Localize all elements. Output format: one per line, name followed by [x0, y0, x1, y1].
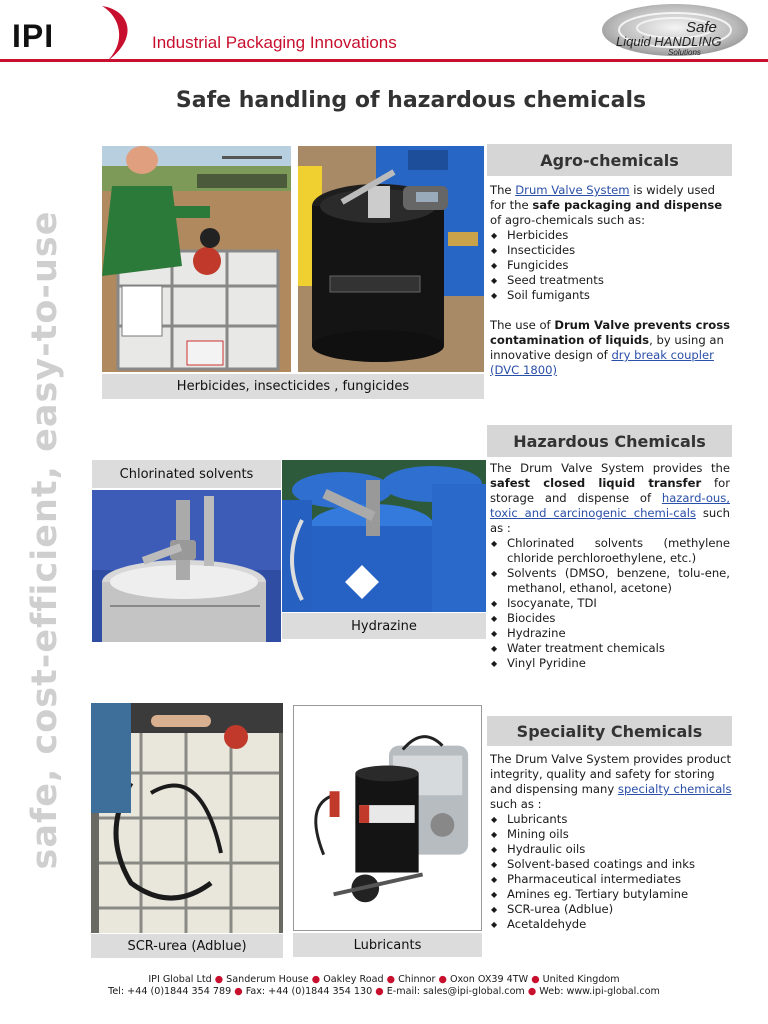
agro-outro-bold: Drum Valve prevents cross contamination of liquids: [490, 318, 731, 347]
footer-postcode: Oxon OX39 4TW: [449, 974, 529, 985]
hazardous-intro-p2: for storage and dispense of: [490, 476, 730, 505]
footer-separator: ●: [311, 974, 321, 985]
caption-lubricants: Lubricants: [293, 933, 482, 957]
company-name: Industrial Packaging Innovations: [152, 33, 397, 52]
list-item: ◆ Vinyl Pyridine: [490, 656, 730, 671]
caption-hydrazine: Hydrazine: [282, 613, 486, 639]
caption-agro: Herbicides, insecticides , fungicides: [102, 374, 484, 399]
footer-web[interactable]: Web: www.ipi-global.com: [539, 986, 660, 997]
safe-logo-line1: Safe: [686, 19, 717, 36]
photo-hydrazine: [282, 460, 486, 612]
agro-outro: [490, 318, 732, 378]
list-item: ◆ Herbicides: [490, 228, 732, 243]
hazardous-text: [490, 461, 730, 671]
agro-intro-bold: safe packaging and dispense: [532, 198, 723, 212]
list-item: ◆ Lubricants: [490, 812, 732, 827]
agro-intro-p3: of agro-chemicals such as:: [490, 213, 645, 227]
hazardous-intro-p3: such as :: [490, 506, 730, 535]
list-item: ◆ Solvents (DMSO, benzene, tolu-ene, methanol, ethanol, acetone): [490, 566, 730, 596]
list-item: ◆ Pharmaceutical intermediates: [490, 872, 732, 887]
safe-logo-line2: Liquid HANDLING: [616, 34, 722, 49]
page-title: Safe handling of hazardous chemicals: [175, 88, 647, 113]
hazardous-intro-p1: The Drum Valve System provides the: [490, 461, 730, 475]
safe-logo-line3: Solutions: [668, 48, 701, 57]
list-item: ◆ Amines eg. Tertiary butylamine: [490, 887, 732, 902]
agro-list: [490, 228, 732, 303]
caption-scr-urea: SCR-urea (Adblue): [91, 934, 283, 958]
agro-intro-p1: The: [490, 183, 516, 197]
header-rule: [0, 59, 768, 62]
caption-chlorinated: Chlorinated solvents: [92, 460, 281, 488]
agro-text: [490, 183, 732, 378]
footer-address: [0, 974, 768, 985]
hazardous-list: [490, 536, 730, 671]
speciality-intro-p1: The Drum Valve System provides product integrity, quality and safety for storing and dispensing many: [490, 752, 732, 796]
footer-separator: ●: [214, 974, 224, 985]
list-item: ◆ Isocyanate, TDI: [490, 596, 730, 611]
list-item: ◆ Acetaldehyde: [490, 917, 732, 932]
photo-scr-urea-ibc: [91, 703, 283, 933]
footer-town: Chinnor: [398, 974, 436, 985]
list-item: ◆ Water treatment chemicals: [490, 641, 730, 656]
footer-building: Sanderum House: [226, 974, 309, 985]
footer-fax: Fax: +44 (0)1844 354 130: [245, 986, 373, 997]
list-item: ◆ Chlorinated solvents (methylene chloride perchloroethylene, etc.): [490, 536, 730, 566]
agro-outro-p1: The use of: [490, 318, 555, 332]
footer-tel: Tel: +44 (0)1844 354 789: [108, 986, 232, 997]
list-item: ◆ Mining oils: [490, 827, 732, 842]
hazardous-intro: [490, 461, 730, 536]
side-slogan: safe, cost-efficient, easy-to-use: [25, 210, 65, 870]
speciality-list: [490, 812, 732, 932]
hazardous-intro-bold: safest closed liquid transfer: [490, 476, 702, 490]
drum-valve-system-link[interactable]: Drum Valve System: [515, 183, 630, 197]
footer-separator: ●: [375, 986, 384, 997]
footer-company: IPI Global Ltd: [148, 974, 212, 985]
list-item: ◆ Fungicides: [490, 258, 732, 273]
photo-agro-drum-valve: [298, 146, 484, 372]
list-item: ◆ Hydrazine: [490, 626, 730, 641]
footer-separator: ●: [531, 974, 540, 985]
list-item: ◆ Soil fumigants: [490, 288, 732, 303]
footer-separator: ●: [234, 986, 243, 997]
hazardous-chemicals-link[interactable]: hazard-ous, toxic and carcinogenic chemi-cals: [490, 491, 730, 520]
footer-separator: ●: [438, 974, 447, 985]
footer-separator: ●: [386, 974, 395, 985]
speciality-text: [490, 752, 732, 932]
section-header-speciality: Speciality Chemicals: [487, 716, 732, 746]
list-item: ◆ Seed treatments: [490, 273, 732, 288]
footer-email[interactable]: E-mail: sales@ipi-global.com: [386, 986, 525, 997]
photo-chlorinated-solvents: [92, 490, 281, 642]
photo-agro-ibc-worker: [102, 146, 291, 372]
footer-country: United Kingdom: [542, 974, 620, 985]
footer-separator: ●: [527, 986, 537, 997]
ipi-logo-swoosh-icon: [100, 4, 136, 64]
agro-intro: [490, 183, 732, 228]
agro-outro-p2: , by using an innovative design of: [490, 333, 724, 362]
section-header-agro: Agro-chemicals: [487, 144, 732, 176]
specialty-chemicals-link[interactable]: specialty chemicals: [617, 782, 732, 796]
list-item: ◆ Biocides: [490, 611, 730, 626]
list-item: ◆ Solvent-based coatings and inks: [490, 857, 732, 872]
speciality-intro: [490, 752, 732, 812]
list-item: ◆ Hydraulic oils: [490, 842, 732, 857]
speciality-intro-p2: such as :: [490, 797, 542, 811]
dry-break-coupler-link[interactable]: dry break coupler (DVC 1800): [490, 348, 714, 377]
footer-road: Oakley Road: [323, 974, 384, 985]
footer-contact: [0, 986, 768, 997]
agro-intro-p2: is widely used for the: [490, 183, 716, 212]
list-item: ◆ SCR-urea (Adblue): [490, 902, 732, 917]
list-item: ◆ Insecticides: [490, 243, 732, 258]
section-header-hazardous: Hazardous Chemicals: [487, 425, 732, 457]
photo-lubricants-trolley: [293, 705, 482, 931]
ipi-logo: IPI: [12, 18, 55, 54]
